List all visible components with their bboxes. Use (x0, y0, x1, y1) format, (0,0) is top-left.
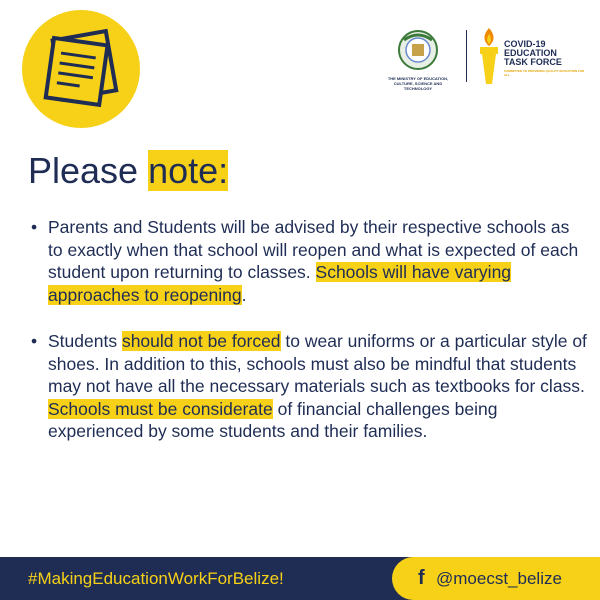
list-item (28, 216, 588, 306)
bullet-2-highlight-2: Schools must be considerate (48, 398, 273, 419)
social-handle[interactable]: @moecst_belize (436, 569, 562, 588)
taskforce-line-1: COVID-19 (504, 39, 546, 49)
title-highlight: note: (148, 150, 229, 191)
ministry-name: THE MINISTRY OF EDUCATION, CULTURE, SCIENCE AND TECHNOLOGY (387, 76, 449, 91)
notice-list (28, 216, 588, 443)
logo-divider (466, 30, 467, 82)
taskforce-subtitle: COMMITTED TO PROVIDING QUALITY EDUCATION FOR ALL (504, 69, 585, 77)
footer-bar (0, 557, 600, 600)
facebook-icon: f (418, 567, 425, 589)
bullet-1-highlight: Schools will have varying approaches to reopening (48, 262, 512, 305)
taskforce-line-2: EDUCATION (504, 48, 557, 58)
bullet-1-text-1: Parents and Students will be advised by their respective schools as to exactly when that school will reopen and what is expected of each student upon returning to classes. (48, 217, 579, 282)
bullet-2-text-2: to wear uniforms or a particular style of shoes. In addition to this, schools must also be mindful that students may not have all the necessary materials such as textbooks for class. (48, 331, 587, 396)
notes-icon (22, 10, 140, 128)
bullet-dot: • (31, 217, 38, 237)
bullet-2-highlight-1: should not be forced (121, 331, 281, 351)
list-item (28, 330, 588, 443)
social-handle-box[interactable] (392, 557, 600, 600)
page-title (28, 150, 228, 192)
hashtag: #MakingEducationWorkForBelize! (28, 569, 284, 588)
bullet-1-text-2: . (241, 284, 247, 305)
title-plain: Please (28, 150, 149, 191)
bullet-dot: • (31, 331, 38, 351)
taskforce-title (504, 40, 590, 67)
torch-icon (476, 26, 502, 86)
bullet-2-text-1: Students (48, 331, 122, 351)
bullet-2-text-3: of financial challenges being experienced by some students and their families. (48, 398, 498, 441)
logos (380, 22, 590, 92)
ministry-seal-icon (398, 28, 438, 74)
taskforce-line-3: TASK FORCE (504, 57, 562, 67)
